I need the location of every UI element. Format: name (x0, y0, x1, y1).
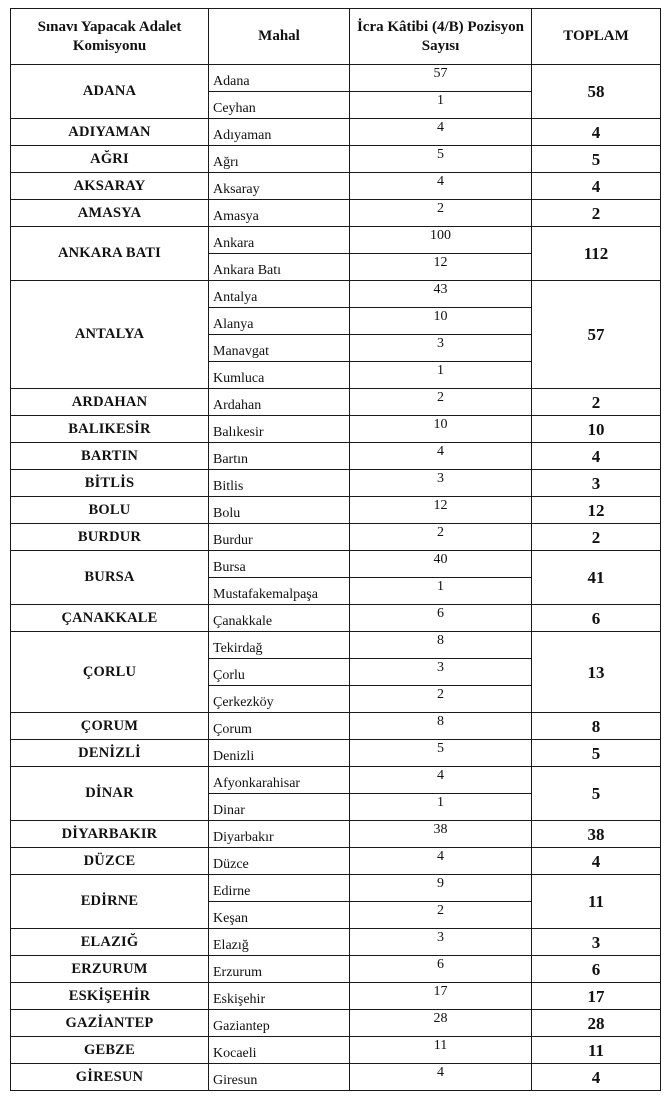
table-row (11, 497, 661, 524)
mahal-cell: Kumluca (209, 362, 350, 389)
table-row (11, 173, 661, 200)
pozisyon-sayisi-cell: 2 (350, 686, 532, 713)
komisyon-cell: ÇANAKKALE (11, 605, 209, 632)
mahal-cell: Adana (209, 65, 350, 92)
mahal-cell: Bitlis (209, 470, 350, 497)
table-row (11, 983, 661, 1010)
pozisyon-sayisi-cell: 4 (350, 119, 532, 146)
pozisyon-sayisi-cell: 6 (350, 605, 532, 632)
pozisyon-sayisi-cell: 1 (350, 362, 532, 389)
header-mahal: Mahal (209, 9, 350, 65)
pozisyon-sayisi-cell: 4 (350, 173, 532, 200)
toplam-cell: 58 (532, 65, 661, 119)
pozisyon-sayisi-cell: 38 (350, 821, 532, 848)
header-komisyon: Sınavı Yapacak Adalet Komisyonu (11, 9, 209, 65)
mahal-cell: Diyarbakır (209, 821, 350, 848)
table-row (11, 470, 661, 497)
komisyon-cell: EDİRNE (11, 875, 209, 929)
table-row (11, 227, 661, 254)
table-row (11, 1064, 661, 1091)
table-row (11, 281, 661, 308)
mahal-cell: Giresun (209, 1064, 350, 1091)
pozisyon-sayisi-cell: 4 (350, 443, 532, 470)
mahal-cell: Tekirdağ (209, 632, 350, 659)
mahal-cell: Düzce (209, 848, 350, 875)
komisyon-cell: ÇORUM (11, 713, 209, 740)
pozisyon-sayisi-cell: 1 (350, 794, 532, 821)
toplam-cell: 10 (532, 416, 661, 443)
mahal-cell: Çerkezköy (209, 686, 350, 713)
toplam-cell: 57 (532, 281, 661, 389)
komisyon-cell: ESKİŞEHİR (11, 983, 209, 1010)
mahal-cell: Elazığ (209, 929, 350, 956)
komisyon-cell: AMASYA (11, 200, 209, 227)
mahal-cell: Gaziantep (209, 1010, 350, 1037)
pozisyon-sayisi-cell: 3 (350, 929, 532, 956)
table-row (11, 713, 661, 740)
pozisyon-sayisi-cell: 100 (350, 227, 532, 254)
table-row (11, 740, 661, 767)
table-row (11, 119, 661, 146)
toplam-cell: 8 (532, 713, 661, 740)
table-row (11, 767, 661, 794)
pozisyon-sayisi-cell: 4 (350, 1064, 532, 1091)
toplam-cell: 11 (532, 875, 661, 929)
toplam-cell: 11 (532, 1037, 661, 1064)
pozisyon-sayisi-cell: 2 (350, 389, 532, 416)
komisyon-cell: DENİZLİ (11, 740, 209, 767)
pozisyon-sayisi-cell: 40 (350, 551, 532, 578)
komisyon-cell: ANKARA BATI (11, 227, 209, 281)
mahal-cell: Ankara (209, 227, 350, 254)
mahal-cell: Ağrı (209, 146, 350, 173)
table-row (11, 632, 661, 659)
komisyon-cell: DİYARBAKIR (11, 821, 209, 848)
toplam-cell: 3 (532, 929, 661, 956)
pozisyon-sayisi-cell: 1 (350, 92, 532, 119)
mahal-cell: Ankara Batı (209, 254, 350, 281)
mahal-cell: Ardahan (209, 389, 350, 416)
komisyon-cell: BİTLİS (11, 470, 209, 497)
toplam-cell: 4 (532, 443, 661, 470)
pozisyon-sayisi-cell: 28 (350, 1010, 532, 1037)
table-row (11, 605, 661, 632)
table-row (11, 1037, 661, 1064)
toplam-cell: 6 (532, 956, 661, 983)
mahal-cell: Denizli (209, 740, 350, 767)
mahal-cell: Aksaray (209, 173, 350, 200)
table-row (11, 956, 661, 983)
toplam-cell: 4 (532, 1064, 661, 1091)
mahal-cell: Bolu (209, 497, 350, 524)
komisyon-cell: ÇORLU (11, 632, 209, 713)
mahal-cell: Balıkesir (209, 416, 350, 443)
komisyon-cell: ADIYAMAN (11, 119, 209, 146)
komisyon-cell: ARDAHAN (11, 389, 209, 416)
pozisyon-sayisi-cell: 12 (350, 497, 532, 524)
table-row (11, 875, 661, 902)
pozisyon-sayisi-cell: 3 (350, 470, 532, 497)
table-body (11, 65, 661, 1091)
pozisyon-sayisi-cell: 8 (350, 632, 532, 659)
komisyon-cell: BURDUR (11, 524, 209, 551)
toplam-cell: 2 (532, 389, 661, 416)
toplam-cell: 17 (532, 983, 661, 1010)
table-row (11, 443, 661, 470)
table-row (11, 200, 661, 227)
komisyon-cell: ADANA (11, 65, 209, 119)
mahal-cell: Kocaeli (209, 1037, 350, 1064)
pozisyon-sayisi-cell: 10 (350, 416, 532, 443)
mahal-cell: Çanakkale (209, 605, 350, 632)
pozisyon-sayisi-cell: 8 (350, 713, 532, 740)
mahal-cell: Dinar (209, 794, 350, 821)
komisyon-cell: BALIKESİR (11, 416, 209, 443)
toplam-cell: 4 (532, 119, 661, 146)
toplam-cell: 5 (532, 146, 661, 173)
table-row (11, 1010, 661, 1037)
table-row (11, 524, 661, 551)
komisyon-cell: GEBZE (11, 1037, 209, 1064)
header-pozisyon: İcra Kâtibi (4/B) Pozisyon Sayısı (350, 9, 532, 65)
pozisyon-sayisi-cell: 12 (350, 254, 532, 281)
toplam-cell: 2 (532, 200, 661, 227)
komisyon-cell: AKSARAY (11, 173, 209, 200)
komisyon-cell: ERZURUM (11, 956, 209, 983)
pozisyon-sayisi-cell: 4 (350, 848, 532, 875)
pozisyon-sayisi-cell: 2 (350, 902, 532, 929)
toplam-cell: 6 (532, 605, 661, 632)
komisyon-cell: ELAZIĞ (11, 929, 209, 956)
table-row (11, 416, 661, 443)
table-row (11, 929, 661, 956)
mahal-cell: Adıyaman (209, 119, 350, 146)
position-table (10, 8, 661, 1091)
mahal-cell: Çorum (209, 713, 350, 740)
toplam-cell: 4 (532, 173, 661, 200)
pozisyon-sayisi-cell: 10 (350, 308, 532, 335)
mahal-cell: Ceyhan (209, 92, 350, 119)
pozisyon-sayisi-cell: 43 (350, 281, 532, 308)
header-toplam: TOPLAM (532, 9, 661, 65)
mahal-cell: Keşan (209, 902, 350, 929)
pozisyon-sayisi-cell: 1 (350, 578, 532, 605)
pozisyon-sayisi-cell: 9 (350, 875, 532, 902)
pozisyon-sayisi-cell: 11 (350, 1037, 532, 1064)
komisyon-cell: BARTIN (11, 443, 209, 470)
mahal-cell: Afyonkarahisar (209, 767, 350, 794)
pozisyon-sayisi-cell: 5 (350, 740, 532, 767)
toplam-cell: 112 (532, 227, 661, 281)
pozisyon-sayisi-cell: 5 (350, 146, 532, 173)
mahal-cell: Amasya (209, 200, 350, 227)
toplam-cell: 5 (532, 767, 661, 821)
toplam-cell: 3 (532, 470, 661, 497)
komisyon-cell: DÜZCE (11, 848, 209, 875)
pozisyon-sayisi-cell: 57 (350, 65, 532, 92)
table-row (11, 551, 661, 578)
pozisyon-sayisi-cell: 2 (350, 524, 532, 551)
mahal-cell: Bursa (209, 551, 350, 578)
toplam-cell: 28 (532, 1010, 661, 1037)
table-row (11, 65, 661, 92)
pozisyon-sayisi-cell: 2 (350, 200, 532, 227)
komisyon-cell: DİNAR (11, 767, 209, 821)
table-row (11, 821, 661, 848)
mahal-cell: Antalya (209, 281, 350, 308)
toplam-cell: 12 (532, 497, 661, 524)
header-row (11, 9, 661, 65)
pozisyon-sayisi-cell: 3 (350, 335, 532, 362)
pozisyon-sayisi-cell: 17 (350, 983, 532, 1010)
table-row (11, 146, 661, 173)
toplam-cell: 38 (532, 821, 661, 848)
komisyon-cell: ANTALYA (11, 281, 209, 389)
komisyon-cell: GAZİANTEP (11, 1010, 209, 1037)
komisyon-cell: BURSA (11, 551, 209, 605)
mahal-cell: Eskişehir (209, 983, 350, 1010)
toplam-cell: 4 (532, 848, 661, 875)
toplam-cell: 2 (532, 524, 661, 551)
mahal-cell: Burdur (209, 524, 350, 551)
mahal-cell: Alanya (209, 308, 350, 335)
mahal-cell: Manavgat (209, 335, 350, 362)
komisyon-cell: AĞRI (11, 146, 209, 173)
pozisyon-sayisi-cell: 6 (350, 956, 532, 983)
mahal-cell: Erzurum (209, 956, 350, 983)
table-row (11, 848, 661, 875)
mahal-cell: Çorlu (209, 659, 350, 686)
toplam-cell: 13 (532, 632, 661, 713)
pozisyon-sayisi-cell: 3 (350, 659, 532, 686)
table-row (11, 389, 661, 416)
toplam-cell: 41 (532, 551, 661, 605)
mahal-cell: Mustafakemalpaşa (209, 578, 350, 605)
komisyon-cell: GİRESUN (11, 1064, 209, 1091)
toplam-cell: 5 (532, 740, 661, 767)
pozisyon-sayisi-cell: 4 (350, 767, 532, 794)
mahal-cell: Bartın (209, 443, 350, 470)
mahal-cell: Edirne (209, 875, 350, 902)
komisyon-cell: BOLU (11, 497, 209, 524)
